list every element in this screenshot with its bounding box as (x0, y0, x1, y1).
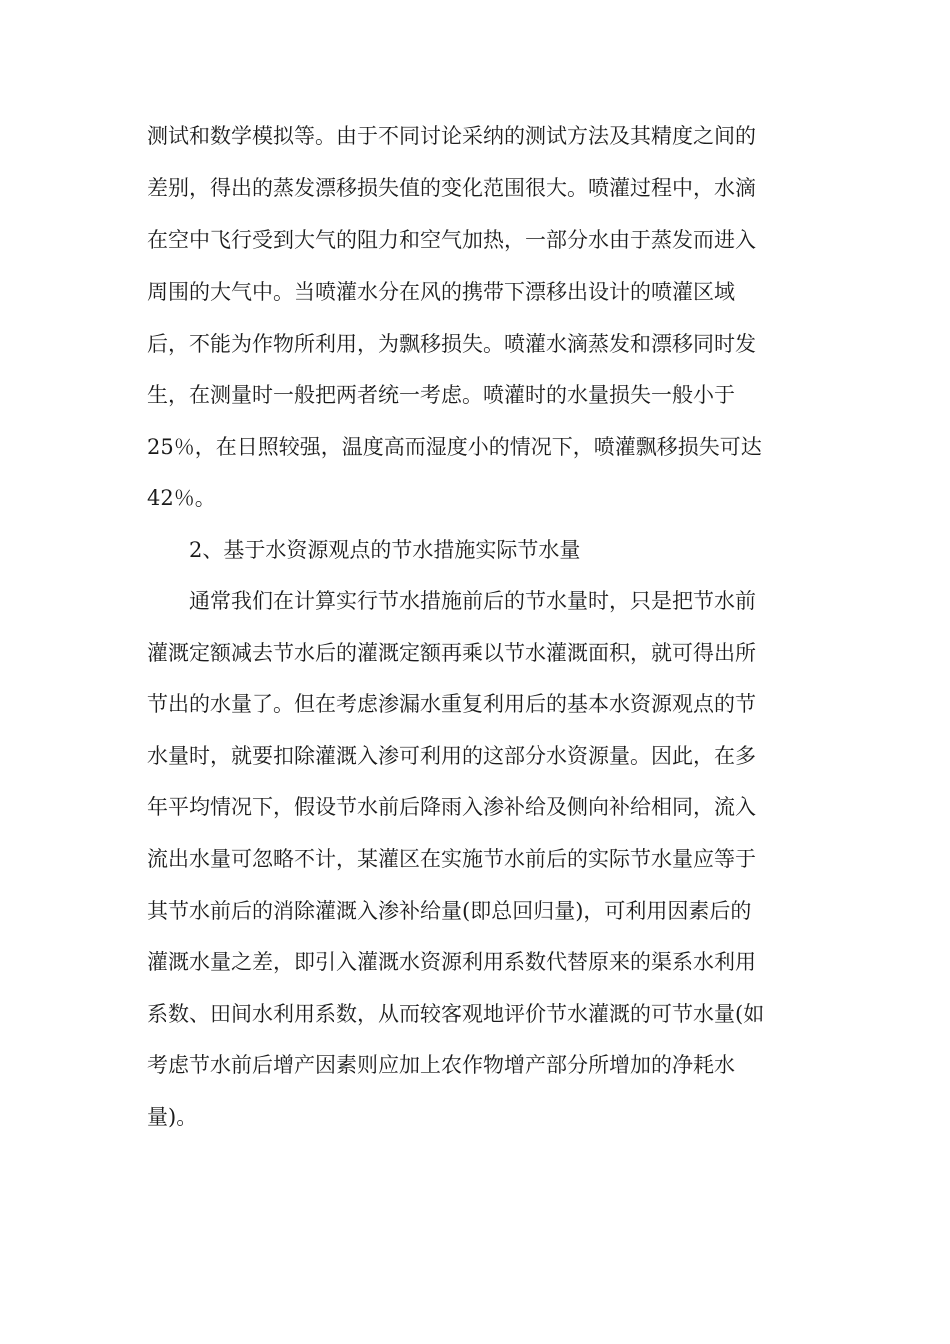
paragraph-line: 周围的大气中。当喷灌水分在风的携带下漂移出设计的喷灌区域 (147, 280, 735, 304)
paragraph-line: 测试和数学模拟等。由于不同讨论采纳的测试方法及其精度之间的 (147, 124, 756, 148)
paragraph-line: 其节水前后的消除灌溉入渗补给量(即总回归量)，可利用因素后的 (147, 899, 752, 923)
paragraph-line: 系数、田间水利用系数，从而较客观地评价节水灌溉的可节水量(如 (147, 1002, 765, 1026)
paragraph-line: 差别，得出的蒸发漂移损失值的变化范围很大。喷灌过程中，水滴 (147, 176, 756, 200)
paragraph-line: 后，不能为作物所利用，为飘移损失。喷灌水滴蒸发和漂移同时发 (147, 332, 756, 356)
paragraph-line: 通常我们在计算实行节水措施前后的节水量时，只是把节水前 (189, 589, 756, 613)
paragraph-line: 42％。 (147, 486, 216, 510)
paragraph-line: 量)。 (147, 1105, 198, 1129)
paragraph-line: 25％，在日照较强，温度高而湿度小的情况下，喷灌飘移损失可达 (147, 435, 762, 459)
paragraph-line: 灌溉水量之差，即引入灌溉水资源利用系数代替原来的渠系水利用 (147, 950, 756, 974)
paragraph-line: 在空中飞行受到大气的阻力和空气加热，一部分水由于蒸发而进入 (147, 228, 756, 252)
section-heading: 2、基于水资源观点的节水措施实际节水量 (189, 538, 581, 562)
paragraph-line: 流出水量可忽略不计，某灌区在实施节水前后的实际节水量应等于 (147, 847, 756, 871)
paragraph-line: 水量时，就要扣除灌溉入渗可利用的这部分水资源量。因此，在多 (147, 744, 756, 768)
paragraph-line: 考虑节水前后增产因素则应加上农作物增产部分所增加的净耗水 (147, 1053, 735, 1077)
paragraph-line: 灌溉定额减去节水后的灌溉定额再乘以节水灌溉面积，就可得出所 (147, 641, 756, 665)
paragraph-line: 生，在测量时一般把两者统一考虑。喷灌时的水量损失一般小于 (147, 383, 735, 407)
paragraph-line: 年平均情况下，假设节水前后降雨入渗补给及侧向补给相同，流入 (147, 795, 756, 819)
paragraph-line: 节出的水量了。但在考虑渗漏水重复利用后的基本水资源观点的节 (147, 692, 756, 716)
